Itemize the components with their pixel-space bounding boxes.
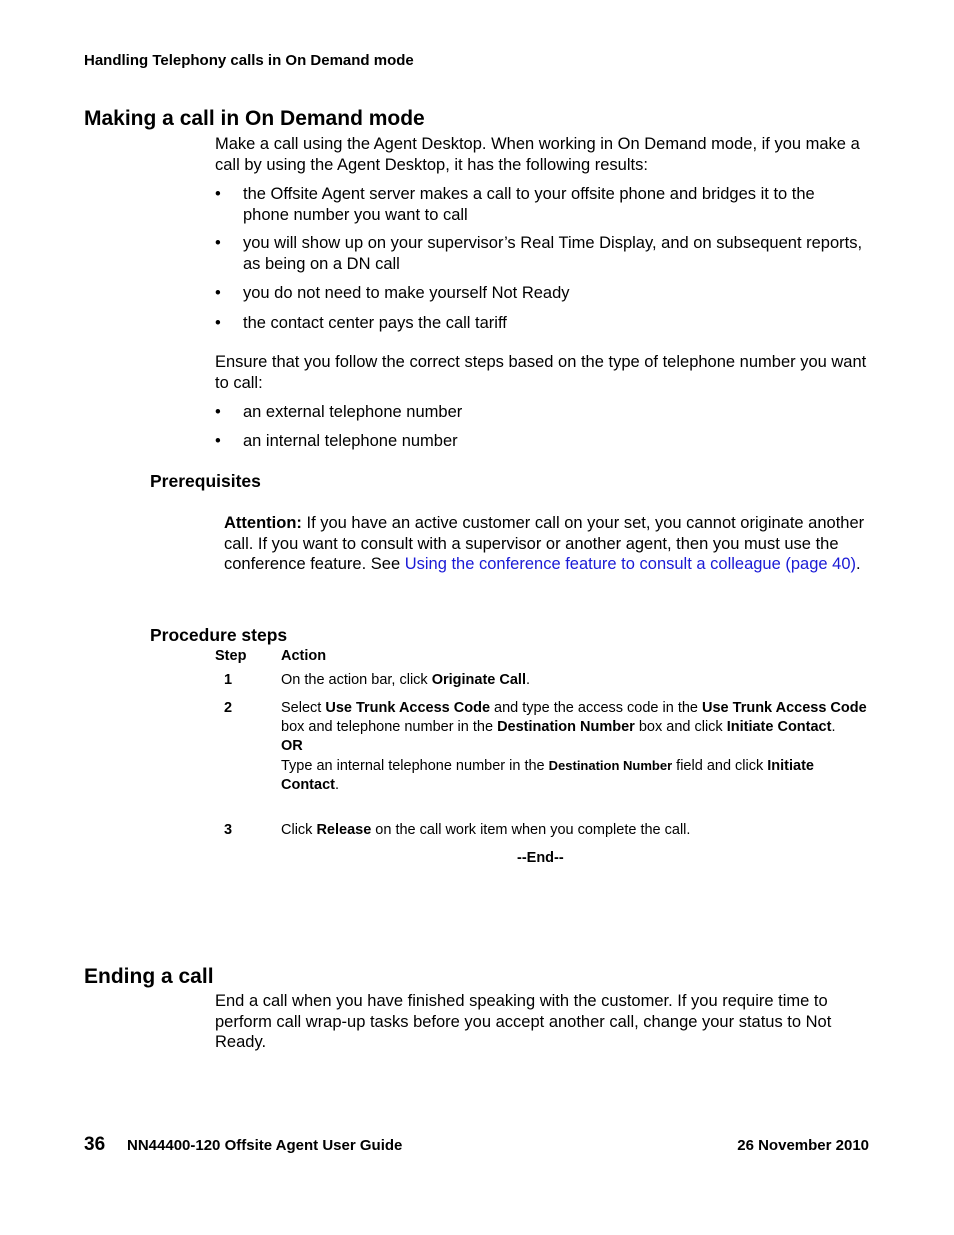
step-text: . [831,719,836,735]
step-ui-term: Use Trunk Access Code [702,700,867,716]
publication-date: 26 November 2010 [737,1137,869,1154]
ensure-paragraph: Ensure that you follow the correct steps based on the type of telephone number you want to call: [215,353,867,392]
attention-end: . [856,555,861,573]
section-title-making-call: Making a call in On Demand mode [84,107,425,130]
step-text: box and telephone number in the [281,719,498,735]
ending-call-paragraph: End a call when you have finished speaking with the customer. If you require time to perform call wrap-up tasks before you accept another call, change your status to Not Ready. [215,992,832,1051]
step-action [281,699,876,795]
bullet-glyph: • [215,314,221,332]
step-ui-term: Initiate Contact [281,758,814,793]
list-item-text: you do not need to make yourself Not Ready [243,284,570,302]
procedure-end-marker: --End-- [517,850,564,866]
section-intro: Make a call using the Agent Desktop. When working in On Demand mode, if you make a call by using the Agent Desktop, it has the following results: [215,135,860,174]
list-item-text: an external telephone number [243,403,463,421]
step-action [281,671,881,690]
step-text: and type the access code in the [490,700,703,716]
step-text: field and click [672,758,768,774]
step-text: box and click [634,719,727,735]
step-text: . [334,777,340,793]
step-ui-term: Originate Call [431,672,526,688]
list-item-text: the contact center pays the call tariff [243,314,507,332]
section-title-ending-call: Ending a call [84,965,214,988]
step-number: 3 [224,822,233,838]
step-ui-term: Release [316,822,372,838]
step-ui-term: Destination Number [548,758,673,773]
step-number: 2 [224,700,233,716]
conference-feature-link[interactable]: Using the conference feature to consult a colleague (page 40) [404,555,856,573]
step-number: 1 [224,672,233,688]
step-text: Click [281,822,317,838]
bullet-glyph: • [215,234,221,252]
step-or: OR [281,738,303,754]
action-column-header: Action [281,648,327,664]
step-text: Type an internal telephone number in the [281,758,549,774]
list-item-text: an internal telephone number [243,432,458,450]
procedure-heading: Procedure steps [150,625,288,645]
step-ui-term: Use Trunk Access Code [325,700,491,716]
step-column-header: Step [215,648,247,664]
prerequisites-heading: Prerequisites [150,471,261,491]
bullet-glyph: • [215,432,221,450]
document-title: NN44400-120 Offsite Agent User Guide [127,1137,403,1154]
bullet-glyph: • [215,284,221,302]
list-item-text: the Offsite Agent server makes a call to your offsite phone and bridges it to the phone number you want to call [243,185,815,224]
list-item-text: you will show up on your supervisor’s Real Time Display, and on subsequent reports, as being on a DN call [243,234,863,273]
running-header: Handling Telephony calls in On Demand mode [84,52,414,69]
page-number: 36 [84,1134,106,1155]
step-text: On the action bar, click [281,672,432,688]
step-text: on the call work item when you complete the call. [371,822,691,838]
step-ui-term: Initiate Contact [726,719,832,735]
step-action [281,821,881,840]
step-text: . [526,672,531,688]
attention-text: If you have an active customer call on your set, you cannot originate another call. If you want to consult with a supervisor or another agent, then you must use the conference feature. See [224,514,865,573]
step-ui-term: Destination Number [497,719,635,735]
bullet-glyph: • [215,403,221,421]
step-text: Select [281,700,326,716]
attention-label: Attention: [224,514,302,532]
attention-note [224,513,869,575]
bullet-glyph: • [215,185,221,203]
